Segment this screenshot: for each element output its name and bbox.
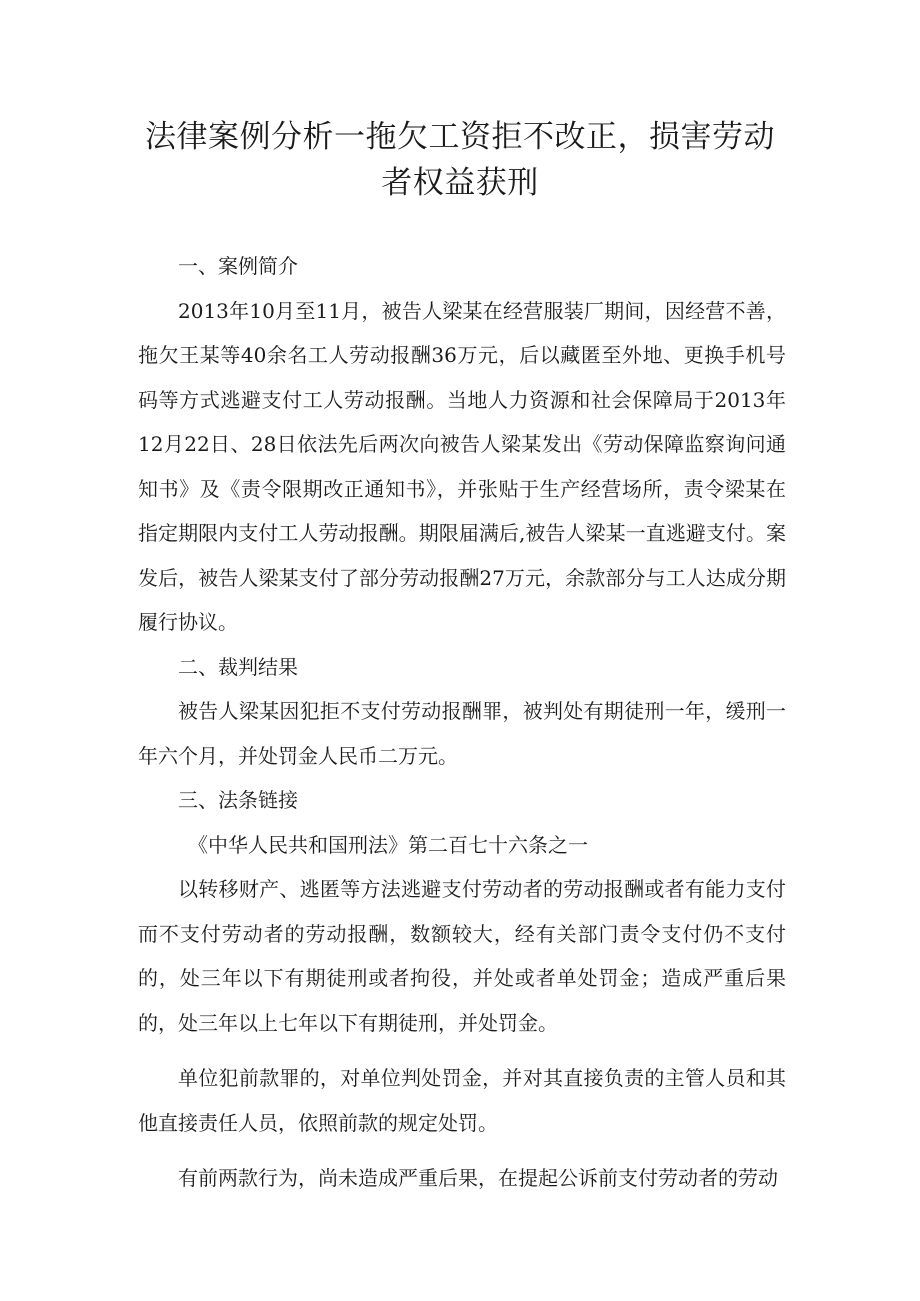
law-clause-2: 单位犯前款罪的，对单位判处罚金，并对其直接负责的主管人员和其他直接责任人员，依照前款的规定处罚。 [138,1066,786,1135]
section-heading-law: 三、法条链接 [178,788,298,812]
law-clause-3: 有前两款行为，尚未造成严重后果，在提起公诉前支付劳动者的劳动 [178,1166,778,1190]
intro-paragraph: 2013年10月至11月，被告人梁某在经营服装厂期间，因经营不善，拖欠王某等40余名工人劳动报酬36万元，后以藏匿至外地、更换手机号码等方式逃避支付工人劳动报酬。当地人力资源和社会保障局于2013年12月22日、28日依法先后两次向被告人梁某发出《劳动保障监察询问通知书》及《责令限期改正通知书》，并张贴于生产经营场所，责令梁某在指定期限内支付工人劳动报酬。期限届满后,被告人梁某一直逃避支付。案发后，被告人梁某支付了部分劳动报酬27万元，余款部分与工人达成分期履行协议。 [138,298,786,634]
verdict-paragraph: 被告人梁某因犯拒不支付劳动报酬罪，被判处有期徒刑一年，缓刑一年六个月，并处罚金人民币二万元。 [138,699,786,768]
law-clause-1: 以转移财产、逃匿等方法逃避支付劳动者的劳动报酬或者有能力支付而不支付劳动者的劳动报酬，数额较大，经有关部门责令支付仍不支付的，处三年以下有期徒刑或者拘役，并处或者单处罚金；造成严重后果的，处三年以上七年以下有期徒刑，并处罚金。 [138,877,786,1035]
document-title: 法律案例分析一拖欠工资拒不改正，损害劳动者权益获刑 [145,119,775,201]
section-heading-verdict: 二、裁判结果 [178,654,298,679]
document-body [138,244,786,1201]
section-heading-intro: 一、案例简介 [178,254,298,278]
law-citation: 《中华人民共和国刑法》第二百七十六条之一 [188,832,588,857]
